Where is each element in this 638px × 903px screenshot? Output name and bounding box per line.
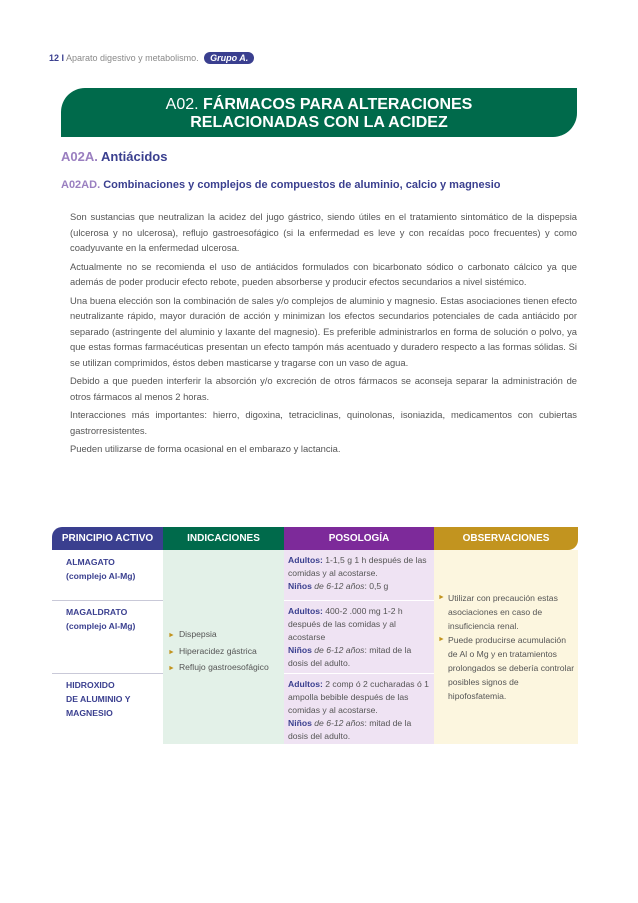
subgroup-title xyxy=(61,179,501,191)
bullet-item xyxy=(61,441,577,457)
indicacion-text: Hiperacidez gástrica xyxy=(178,645,257,656)
list-item xyxy=(438,591,576,633)
principio-name: HIDROXIDO xyxy=(66,680,115,690)
ninos-text: : mitad de la dosis del adulto. xyxy=(288,645,412,668)
banner-code: A02. xyxy=(165,96,199,113)
adultos-text: 1-1,5 g 1 h después de las comidas y al acostarse. xyxy=(288,555,427,578)
bullet-item xyxy=(61,407,577,438)
bullet-list xyxy=(61,209,577,460)
row-divider xyxy=(284,600,434,601)
observacion-text: Utilizar con precaución estas asociaciones en caso de insuficiencia renal. xyxy=(448,593,558,631)
subgroup-text: Combinaciones y complejos de compuestos de aluminio, calcio y magnesio xyxy=(103,179,501,191)
bullet-item xyxy=(61,259,577,290)
principio-row-3 xyxy=(66,678,130,720)
arrow-icon: ► xyxy=(168,648,175,656)
ninos-age: de 6-12 años xyxy=(314,718,365,728)
adultos-label: Adultos: xyxy=(288,679,323,689)
subsection-text: Antiácidos xyxy=(101,149,168,164)
adultos-label: Adultos: xyxy=(288,606,323,616)
bullet-text: Son sustancias que neutralizan la acidez del jugo gástrico, siendo útiles en el tratamiento sintomático de la dispepsia (ulcerosa y no ulcerosa), reflujo gastroesofágico (si la enfermedad es leve y con recaídas poco frecuentes) y como coadyuvante en la enfermedad ulcerosa. xyxy=(70,211,577,253)
arrow-icon: ► xyxy=(168,665,175,672)
principio-row-2 xyxy=(66,605,135,633)
posologia-row-2 xyxy=(288,605,430,670)
list-item xyxy=(168,644,269,661)
principio-detail: (complejo Al-Mg) xyxy=(66,621,136,631)
header-principio: PRINCIPIO ACTIVO xyxy=(52,527,163,550)
row-divider xyxy=(52,600,163,601)
bullet-item xyxy=(61,373,577,404)
arrow-icon: ► xyxy=(168,632,175,639)
bullet-text: Pueden utilizarse de forma ocasional en el embarazo y lactancia. xyxy=(70,443,341,454)
observacion-text: Puede producirse acumulación de Al o Mg y en tratamientos prolongados se debería controlar posibles signos de hipofosfatemia. xyxy=(448,635,575,701)
header-indicaciones: INDICACIONES xyxy=(163,527,284,550)
ninos-age: de 6-12 años xyxy=(314,581,365,591)
banner-title-line2: RELACIONADAS CON LA ACIDEZ xyxy=(190,114,448,131)
bullet-item xyxy=(61,209,577,256)
bullet-text: Una buena elección son la combinación de sales y/o complejos de aluminio y magnesio. Estas asociaciones tienen efecto neutralizante rápido, mayor duración de acción y minimizan los efectos secundarios potenciales de cada antiácido por separado (astringente del aluminio y laxante del magnesio). Es preferible administrarlos en forma de solución o polvo, ya que estas formas farmacéuticas presentan un efecto tampón más acentuado y duradero respecto a las formas sólidas. Si se utilizan comprimidos, éstos deben masticarse y tragarse con un vaso de agua. xyxy=(70,294,577,368)
principio-name: ALMAGATO xyxy=(66,557,115,567)
posologia-cell xyxy=(284,550,434,744)
bullet-text: Debido a que pueden interferir la absorción y/o excreción de otros fármacos se aconseja separar la administración de otros fármacos al menos 2 horas. xyxy=(70,375,577,402)
chapter-banner xyxy=(61,88,577,137)
observaciones-cell xyxy=(434,550,578,744)
ninos-text: : 0,5 g xyxy=(364,581,389,591)
bullet-text: Actualmente no se recomienda el uso de antiácidos formulados con bicarbonato sódico o carbonato cálcico ya que además de poder producir efecto rebote, pueden absorberse y producir efectos secundarios a nivel sistémico. xyxy=(70,260,577,287)
group-badge: Grupo A. xyxy=(204,52,254,64)
section-name: Aparato digestivo y metabolismo. xyxy=(66,53,199,63)
page-header xyxy=(49,52,254,64)
list-item xyxy=(168,660,269,677)
adultos-label: Adultos: xyxy=(288,555,323,565)
indicaciones-list xyxy=(168,627,269,677)
list-item xyxy=(438,633,576,703)
ninos-age: de 6-12 años xyxy=(314,645,365,655)
page-number: 12 I xyxy=(49,53,65,63)
row-divider xyxy=(284,673,434,674)
principio-detail: (complejo Al-Mg) xyxy=(66,571,136,581)
ninos-text: : mitad de la dosis del adulto. xyxy=(288,718,412,741)
ninos-label: Niños xyxy=(288,645,312,655)
bullet-text: Interacciones más importantes: hierro, digoxina, tetraciclinas, quinolonas, isoniazida, medicamentos con cubiertas gastrorresistentes. xyxy=(70,409,577,436)
principio-name: DE ALUMINIO Y xyxy=(66,694,131,704)
principio-name: MAGNESIO xyxy=(66,708,113,718)
ninos-label: Niños xyxy=(288,718,312,728)
list-item xyxy=(168,627,269,644)
header-observaciones: OBSERVACIONES xyxy=(434,527,578,550)
drug-table xyxy=(52,527,578,744)
arrow-icon: ► xyxy=(438,636,445,643)
arrow-icon: ► xyxy=(438,594,445,601)
posologia-row-1 xyxy=(288,554,430,593)
indicacion-text: Dispepsia xyxy=(178,629,217,639)
subsection-code: A02A. xyxy=(61,149,98,164)
principio-name: MAGALDRATO xyxy=(66,607,128,617)
indicaciones-cell xyxy=(163,550,284,744)
posologia-row-3 xyxy=(288,678,430,743)
header-posologia: POSOLOGÍA xyxy=(284,527,434,550)
indicacion-text: Reflujo gastroesofágico xyxy=(178,662,269,672)
banner-title-line1: FÁRMACOS PARA ALTERACIONES xyxy=(203,96,473,113)
adultos-text: 2 comp ó 2 cucharadas ó 1 ampolla bebible después de las comidas y al acostarse. xyxy=(288,679,429,715)
bullet-item xyxy=(61,293,577,371)
subsection-title xyxy=(61,149,167,164)
adultos-text: 400-2 .000 mg 1-2 h después de las comidas y al acostarse xyxy=(288,606,403,642)
row-divider xyxy=(52,673,163,674)
ninos-label: Niños xyxy=(288,581,312,591)
observaciones-list xyxy=(438,591,576,703)
principio-row-1 xyxy=(66,555,135,583)
subgroup-code: A02AD. xyxy=(61,179,101,191)
